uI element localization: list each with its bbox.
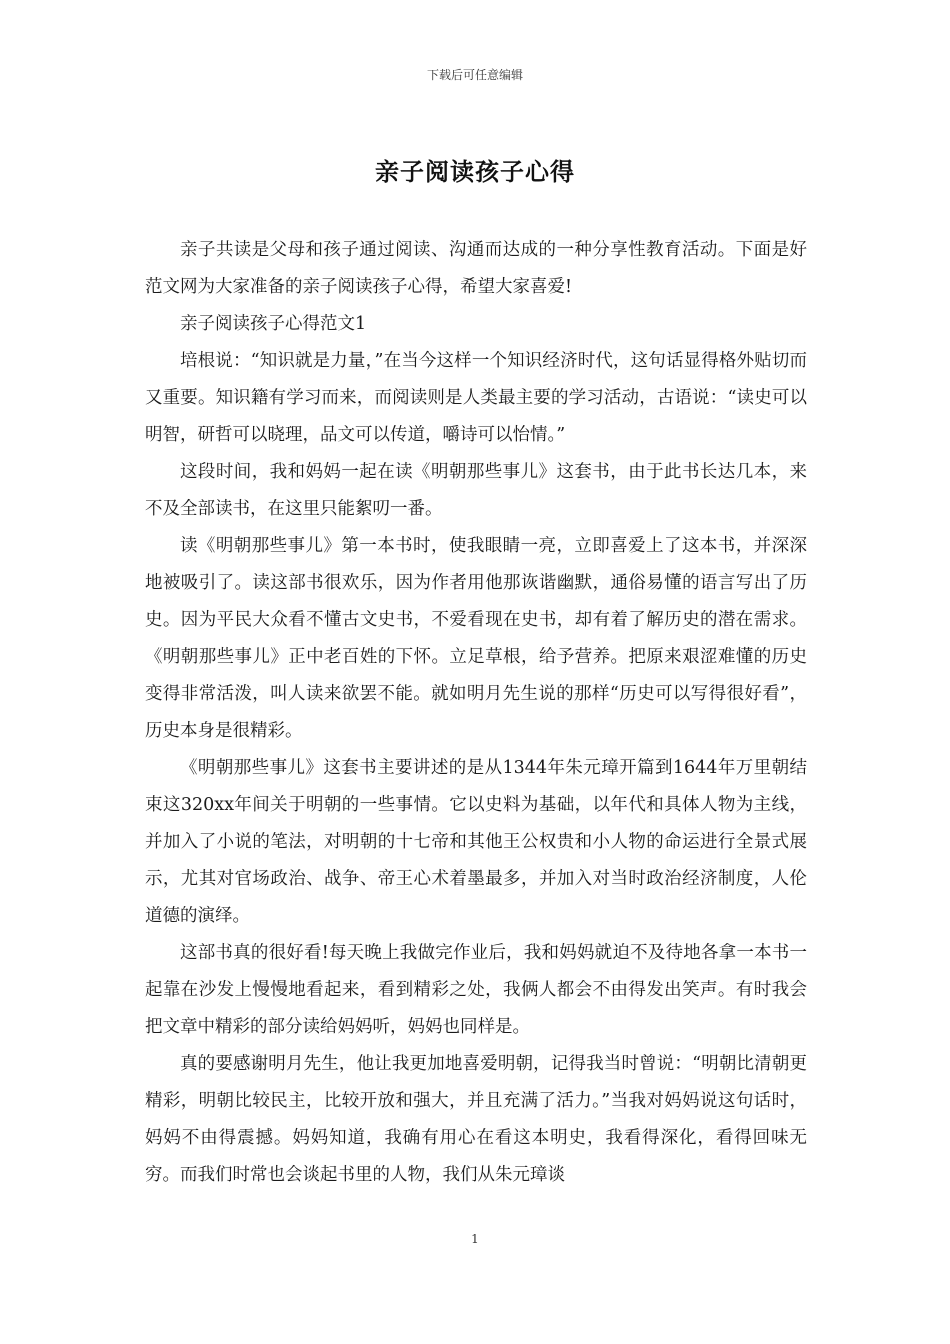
paragraph-intro: 亲子共读是父母和孩子通过阅读、沟通而达成的一种分享性教育活动。下面是好范文网为大家准备的亲子阅读孩子心得，希望大家喜爱! bbox=[145, 240, 807, 297]
page-header: 下载后可任意编辑 bbox=[426, 68, 523, 82]
paragraph: 《明朝那些事儿》这套书主要讲述的是从1344年朱元璋开篇到1644年万里朝结束这320xx年间关于明朝的一些事情。它以史料为基础，以年代和具体人物为主线，并加入了小说的笔法，对明朝的十七帝和其他王公权贵和小人物的命运进行全景式展示，尤其对官场政治、战争、帝王心术着墨最多，并加入对当时政治经济制度，人伦道德的演绎。 bbox=[145, 758, 807, 926]
paragraph: 培根说：“知识就是力量，”在当今这样一个知识经济时代，这句话显得格外贴切而又重要。知识籍有学习而来，而阅读则是人类最主要的学习活动，古语说：“读史可以明智，研哲可以晓理，品文可以传道，嚼诗可以怡情。” bbox=[145, 351, 807, 445]
document-title: 亲子阅读孩子心得 bbox=[375, 157, 575, 186]
document-body bbox=[145, 232, 807, 1194]
paragraph: 这段时间，我和妈妈一起在读《明朝那些事儿》这套书，由于此书长达几本，来不及全部读书，在这里只能絮叨一番。 bbox=[145, 462, 807, 519]
page-number: 1 bbox=[471, 1232, 479, 1246]
paragraph-subheading: 亲子阅读孩子心得范文1 bbox=[180, 314, 367, 334]
paragraph: 真的要感谢明月先生，他让我更加地喜爱明朝，记得我当时曾说：“明朝比清朝更精彩，明朝比较民主，比较开放和强大，并且充满了活力。”当我对妈妈说这句话时，妈妈不由得震撼。妈妈知道，我确有用心在看这本明史，我看得深化，看得回味无穷。而我们时常也会谈起书里的人物，我们从朱元璋谈 bbox=[145, 1054, 807, 1185]
paragraph: 这部书真的很好看!每天晚上我做完作业后，我和妈妈就迫不及待地各拿一本书一起靠在沙发上慢慢地看起来，看到精彩之处，我俩人都会不由得发出笑声。有时我会把文章中精彩的部分读给妈妈听，妈妈也同样是。 bbox=[145, 943, 807, 1037]
paragraph: 读《明朝那些事儿》第一本书时，使我眼睛一亮，立即喜爱上了这本书，并深深地被吸引了。读这部书很欢乐，因为作者用他那诙谐幽默，通俗易懂的语言写出了历史。因为平民大众看不懂古文史书，不爱看现在史书，却有着了解历史的潜在需求。《明朝那些事儿》正中老百姓的下怀。立足草根，给予营养。把原来艰涩难懂的历史变得非常活泼，叫人读来欲罢不能。就如明月先生说的那样“历史可以写得很好看”，历史本身是很精彩。 bbox=[145, 536, 807, 741]
